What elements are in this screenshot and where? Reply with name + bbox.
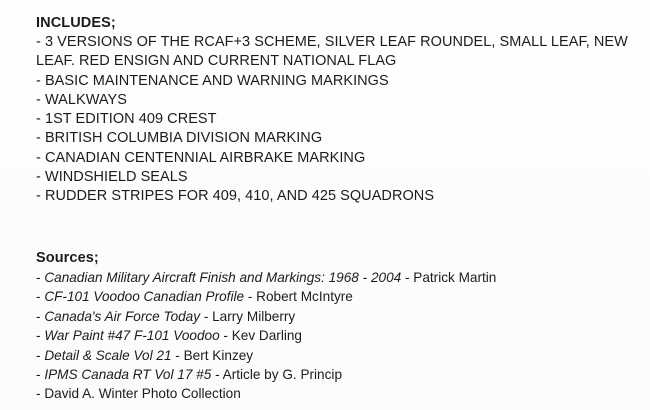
source-dash: - xyxy=(36,367,45,383)
source-dash: - xyxy=(36,289,45,305)
source-author: - Patrick Martin xyxy=(401,270,497,285)
source-item xyxy=(36,384,642,403)
includes-item: - BRITISH COLUMBIA DIVISION MARKING xyxy=(36,130,323,147)
source-author: David A. Winter Photo Collection xyxy=(44,386,241,402)
source-dash: - xyxy=(36,270,45,285)
includes-item: - WINDSHIELD SEALS xyxy=(36,169,188,186)
includes-section xyxy=(36,14,642,207)
source-item xyxy=(36,268,642,287)
source-title: CF-101 Voodoo Canadian Profile xyxy=(44,289,245,305)
includes-item: - 1ST EDITION 409 CREST xyxy=(36,111,217,128)
includes-item: - CANADIAN CENTENNIAL AIRBRAKE MARKING xyxy=(36,149,366,166)
source-author: - Article by G. Princip xyxy=(211,367,342,383)
source-dash: - xyxy=(36,328,45,344)
sources-list xyxy=(36,268,642,404)
source-item xyxy=(36,287,642,306)
includes-heading: INCLUDES; xyxy=(36,15,116,31)
source-title: Detail & Scale Vol 21 xyxy=(44,347,172,363)
sources-heading: Sources; xyxy=(36,250,99,266)
source-dash: - xyxy=(36,386,45,402)
includes-item: - RUDDER STRIPES FOR 409, 410, AND 425 SQUADRONS xyxy=(36,188,435,205)
includes-item: - BASIC MAINTENANCE AND WARNING MARKINGS xyxy=(36,72,389,89)
source-author: - Larry Milberry xyxy=(200,308,296,324)
source-author: - Bert Kinzey xyxy=(171,347,254,363)
sources-section xyxy=(36,249,642,404)
includes-item: LEAF. RED ENSIGN AND CURRENT NATIONAL FLAG xyxy=(36,53,397,70)
source-title: Canada's Air Force Today xyxy=(44,308,201,324)
source-title: Canadian Military Aircraft Finish and Markings: 1968 - 2004 xyxy=(44,270,402,285)
source-title: War Paint #47 F-101 Voodoo xyxy=(44,328,220,344)
source-item xyxy=(36,346,642,365)
source-item xyxy=(36,326,642,345)
includes-list xyxy=(36,33,642,207)
source-title: IPMS Canada RT Vol 17 #5 xyxy=(44,367,212,383)
source-item xyxy=(36,307,642,326)
source-item xyxy=(36,365,642,384)
source-dash: - xyxy=(36,308,45,324)
includes-item: - 3 VERSIONS OF THE RCAF+3 SCHEME, SILVER LEAF ROUNDEL, SMALL LEAF, NEW xyxy=(36,34,628,50)
source-dash: - xyxy=(36,347,45,363)
includes-item: - WALKWAYS xyxy=(36,91,127,108)
source-author: - Kev Darling xyxy=(219,328,302,344)
source-author: - Robert McIntyre xyxy=(244,289,353,305)
